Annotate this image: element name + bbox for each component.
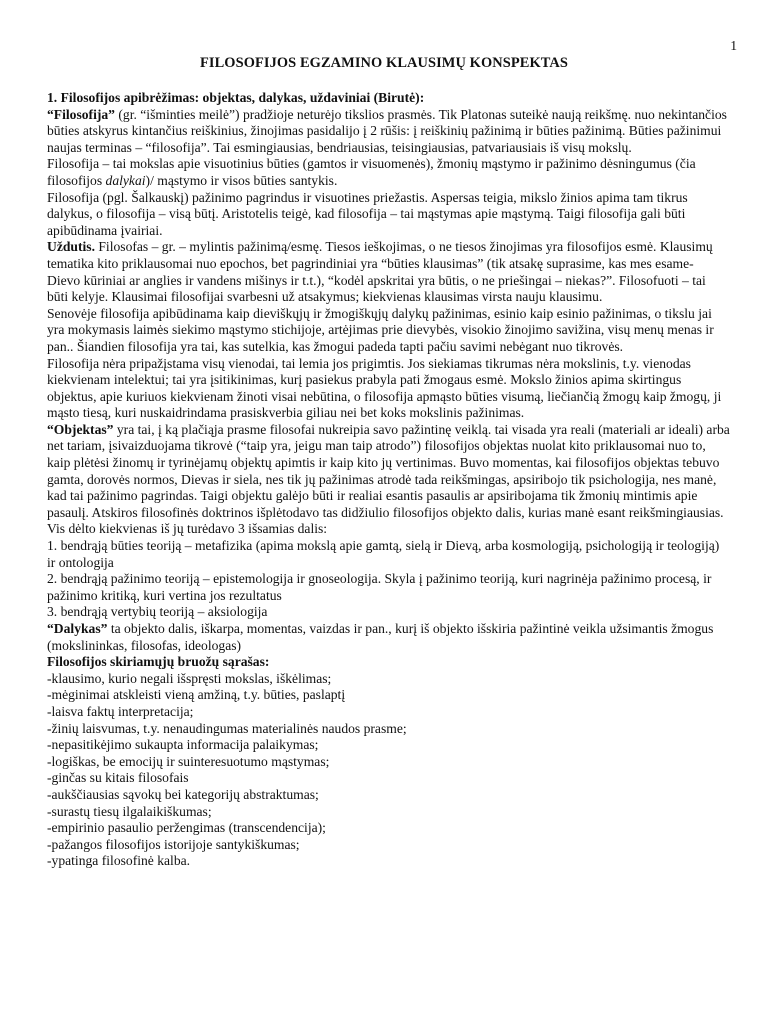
paragraph-text: )/ mąstymo ir visos būties santykis. [145,172,338,188]
section-heading: 1. Filosofijos apibrėžimas: objektas, dalykas, uždaviniai (Birutė): [47,90,425,105]
features-list-heading: Filosofijos skiriamųjų bruožų sąrašas: [47,654,270,670]
paragraph-text: Filosofas – gr. – mylintis pažinimą/esmę. Tiesos ieškojimas, o ne tiesos žinojimas yra filosofijos esmė. Klausimų tematika kito priklausomai nuo epochos, bet pagrindiniai yra “būties klausimas” (tik atsakę suprasime, kas mes esame- Dievo kūriniai ar anglies ir vandens mišinys ir t.t.), “kodėl apskritai yra būtis, o ne priešingai – niekas?”. Filosofuoti – tai būti kelyje. Klausimai filosofijai svarbesni už atsakymus; kiekvienas klausimas virsta nauju klausimu. [47,239,713,305]
feature-item: -mėginimai atskleisti vieną amžiną, t.y. būties, paslaptį [47,687,346,703]
numbered-item: 1. bendrąją būties teoriją – metafizika (apima mokslą apie gamtą, sielą ir Dievą, arba kosmologiją, psichologiją ir teologiją) ir ontologija [47,538,720,570]
paragraph-salkauskis: Filosofija (pgl. Šalkauskį) pažinimo pagrindus ir visuotines priežastis. Aspersas teigia, mikslo žinios apima tam tikrus dalykus, o filosofija – visą būtį. Aristotelis teigė, kad filosofija – tai mąstymas apie mąstymą. Taigi filosofija gali būti apibūdinama įvairiai. [47,189,688,238]
numbered-item: 2. bendrąją pažinimo teoriją – epistemologija ir gnoseologija. Skyla į pažinimo teoriją, kuri nagrinėja pažinimo procesą, ir pažinimo kritiką, kuri vertina jos rezultatus [47,571,712,603]
feature-item: -laisva faktų interpretacija; [47,703,194,719]
page-number: 1 [730,38,737,53]
paragraph-text: Filosofija – tai mokslas apie visuotinius būties (gamtos ir visuomenės), žmonių mąstymo ir pažinimo dėsningumus (čia filosofijos [47,156,696,188]
feature-item: -surastų tiesų ilgalaikiškumas; [47,803,212,819]
paragraph-text: (gr. “išminties meilė”) pradžioje neturėjo tikslios prasmės. Tik Platonas suteikė naują reikšmę. nuo nekintančios būties atskyrus kintančius reiškinius, žinojimas pasidalijo į 2 rūšis: į reiškinių pažinimą ir būties pažinimą. Būties pažinimui naujas terminas – “filosofija”. Tai esmingiausias, bendriausias, teisingiausias, patvariausiais iš visų mokslų. [47,106,727,155]
paragraph-objektas [47,422,730,538]
paragraph-dalykas [47,621,730,654]
feature-item: -pažangos filosofijos istorijoje santykiškumas; [47,836,300,852]
feature-item: -empirinio pasaulio peržengimas (transcendencija); [47,820,326,836]
term-objektas: “Objektas” [47,421,114,437]
feature-item: -aukščiausias sąvokų bei kategorijų abstraktumas; [47,786,319,802]
term-dalykas: “Dalykas” [47,621,108,636]
numbered-item: 3. bendrąją vertybių teoriją – aksiologija [47,604,268,620]
paragraph-senoveje: Senovėje filosofija apibūdinama kaip dieviškųjų ir žmogiškųjų dalykų pažinimas, esinio kaip esinio pažinimas, o tikslu jai yra mokymasis laimės siekimo mąstymo stichijoje, artėjimas prie dievybės, visokio žinojimo savižina, visų menų menas ir pan.. Šiandien filosofija yra tai, kas sutelkia, kas žmogui padeda tapti pačiu savimi nebėgant nuo tikrovės. [47,305,714,354]
paragraph-filosofija [47,107,730,157]
feature-item: -ginčas su kitais filosofais [47,770,189,786]
paragraph-definition [47,156,730,189]
feature-item: -klausimo, kurio negali išspręsti mokslas, iškėlimas; [47,670,332,686]
feature-item: -nepasitikėjimo sukaupta informacija palaikymas; [47,737,319,753]
label-uzduotis: Uždutis. [47,239,95,255]
paragraph-text: ta objekto dalis, iškarpa, momentas, vaizdas ir pan., kurį iš objekto išskiria pažintinė veikla užsimantis žmogus (mokslininkas, filosofas, ideologas) [47,621,714,653]
feature-item: -žinių laisvumas, t.y. nenaudingumas materialinės naudos prasme; [47,720,407,736]
document-title: FILOSOFIJOS EGZAMINO KLAUSIMŲ KONSPEKTAS [200,55,568,71]
paragraph-text: yra tai, į ką plačiąja prasme filosofai nukreipia savo pažintinę veiklą. tai visada yra reali (materiali ar ideali) arba net tariam, įsivaizduojama tikrovė (“taip yra, jeigu man taip atrodo”) filosofijos objektas nuolat kito priklausomai nuo to, kaip plėtėsi žinomų ir tyrinėjamų objektų apimtis ir kaip kito jų vertinimas. Buvo momentas, kai filosofijos objektas tebuvo gamta, dorovės normos, Dievas ir siela, nes tik jų pažinimas atrodė tada reikšmingas, apsiribojo tik psichologija, nes manė, kad tai pažinimo pagrindas. Taigi objektu galėjo būti ir realiai esantis pasaulis ar apsiribojama tik žmonių mintimis apie pasaulį. Atskiros filosofinės doktrinos išplėtodavo tas didžiulio filosofijos objekto dalis, kurias manė esant reikšmingiausias. Vis dėlto kiekvienas iš jų turėdavo 3 išsamias dalis: [47,421,730,537]
paragraph-pripazinimas: Filosofija nėra pripažįstama visų vienodai, tai lemia jos prigimtis. Jos siekiamas tikrumas nėra mokslinis, t.y. vienodas kiekvienam intelektui; tai yra įsitikinimas, kurį pasiekus prabyla pati žmogaus esmė. Mokslo žinios apima skirtingus objektus, apie kuriuos kiekvienam žinoti visai nebūtina, o filosofija apmąsto būties visumą, liečiančią žmogų kaip žmogų, ji mąsto tiesą, kuri nuskaidrindama prasiskverbia giliau nei bet koks mokslinis pažinimas. [47,355,722,421]
document-body [47,90,730,870]
feature-item: -logiškas, be emocijų ir suinteresuotumo mąstymas; [47,753,330,769]
feature-item: -ypatinga filosofinė kalba. [47,853,191,869]
paragraph-uzduotis [47,239,730,305]
italic-dalykai: dalykai [105,172,146,188]
term-filosofija: “Filosofija” [47,106,115,122]
